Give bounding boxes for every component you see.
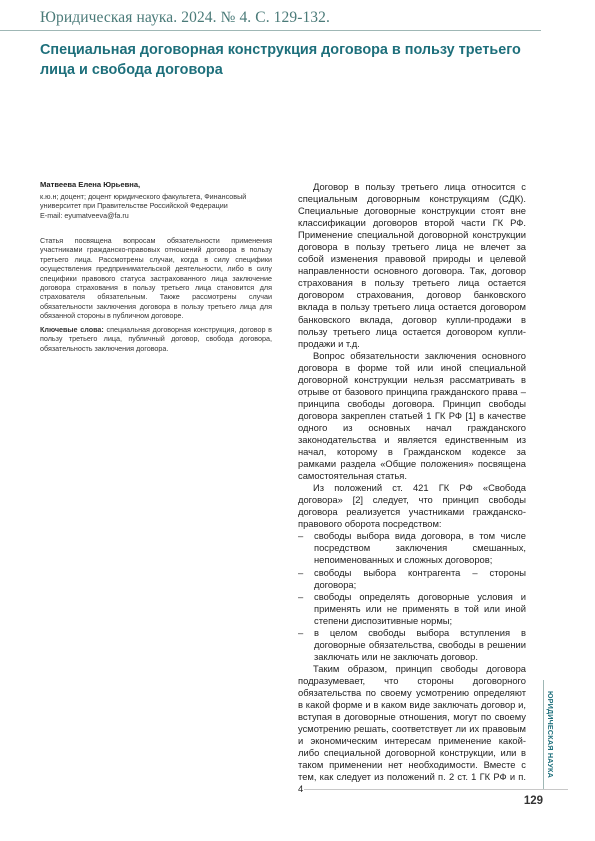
- body-paragraph-3: Из положений ст. 421 ГК РФ «Свобода договора» [2] следует, что принцип свободы договора реализуется участниками гражданско-правового оборота посредством:: [298, 482, 526, 530]
- author-affiliation: к.ю.н; доцент; доцент юридического факультета, Финансовый университет при Правительстве Российской Федерации: [40, 192, 247, 211]
- page-number: 129: [523, 795, 543, 807]
- author-name: Матвеева Елена Юрьевна,: [40, 180, 141, 189]
- keywords-label: Ключевые слова:: [40, 325, 104, 334]
- keywords: [40, 325, 272, 353]
- list-item: – в целом свободы выбора вступления в договорные обязательства, свободы в решении заключать или не заключать договор.: [298, 627, 526, 663]
- article-body: [298, 181, 526, 795]
- list-item: – свободы выбора контрагента – стороны договора;: [298, 567, 526, 591]
- body-paragraph-4: Таким образом, принцип свободы договора подразумевает, что стороны договорного обязательства по своему усмотрению определяют в какой форме и в каком виде заключать договор и, вступая в договорные отношения, могут по своему усмотрению решать, соответствует ли их правовым и экономическим интересам применение какой-либо специальной договорной конструкции, или в таком применении нет необходимости. Вместе с тем, как следует из положений п. 2 ст. 1 ГК РФ и п. 4: [298, 662, 526, 795]
- freedom-list: [298, 530, 526, 663]
- body-paragraph-2: Вопрос обязательности заключения основного договора в форме той или иной специальной договорной конструкции нельзя рассматривать в отрыве от базового принципа гражданского права – принципа свободы договора. Принцип свободы договора закреплен статьей 1 ГК РФ [1] в качестве одного из основных начал гражданского законодательства и является единственным из начал, которому в Гражданском кодексе за рамками раздела «Общие положения» посвящена самостоятельная статья.: [298, 349, 526, 482]
- abstract: Статья посвящена вопросам обязательности применения участниками гражданско-правовых отношений договора в пользу третьего лица. Рассмотрены случаи, когда в силу специфики осуществления предпринимательской деятельности, либо в силу специфики правового статуса застрахованного лица заключение договора страхования в пользу третьего лица становится для страхователя обязательным. Также рассмотрены случаи обязательности заключения договора в пользу третьего лица для обязанной стороны в публичном договоре.: [40, 236, 272, 321]
- list-item: – свободы определять договорные условия и применять или не применять в той или иной степени диспозитивные нормы;: [298, 591, 526, 627]
- list-item: – свободы выбора вида договора, в том числе посредством заключения смешанных, непоименованных и сложных договоров;: [298, 530, 526, 566]
- keywords-text: специальная договорная конструкция, договор в пользу третьего лица, публичный договор, свобода договора, обязательность заключения договора.: [40, 325, 272, 353]
- header-divider: [0, 30, 541, 31]
- journal-citation: Юридическая наука. 2024. № 4. С. 129-132.: [40, 9, 330, 26]
- footer-divider: [304, 789, 568, 790]
- side-journal-label-text: ЮРИДИЧЕСКАЯ НАУКА: [546, 690, 555, 778]
- author-email: E-mail: eyumatveeva@fa.ru: [40, 210, 129, 220]
- body-paragraph-1: Договор в пользу третьего лица относится с специальным договорным конструкциям (СДК). Специальные договорные конструкции стоят вне классификации договоров второй части ГК РФ. Применение специальной договорной конструкции договора в пользу третьего лица не влечет за собой изменения правовой природы и целевой направленности основного договора. Так, договор страхования в пользу третьего лица остается договором страхования, договор банковского вклада в пользу третьего лица остается договором банковского вклада, договор купли-продажи в пользу третьего лица остается договором купли-продажи и т.д.: [298, 181, 526, 349]
- article-title: Специальная договорная конструкция договора в пользу третьего лица и свобода договора: [40, 42, 521, 78]
- author-block: [40, 180, 272, 220]
- side-journal-label: [541, 692, 560, 776]
